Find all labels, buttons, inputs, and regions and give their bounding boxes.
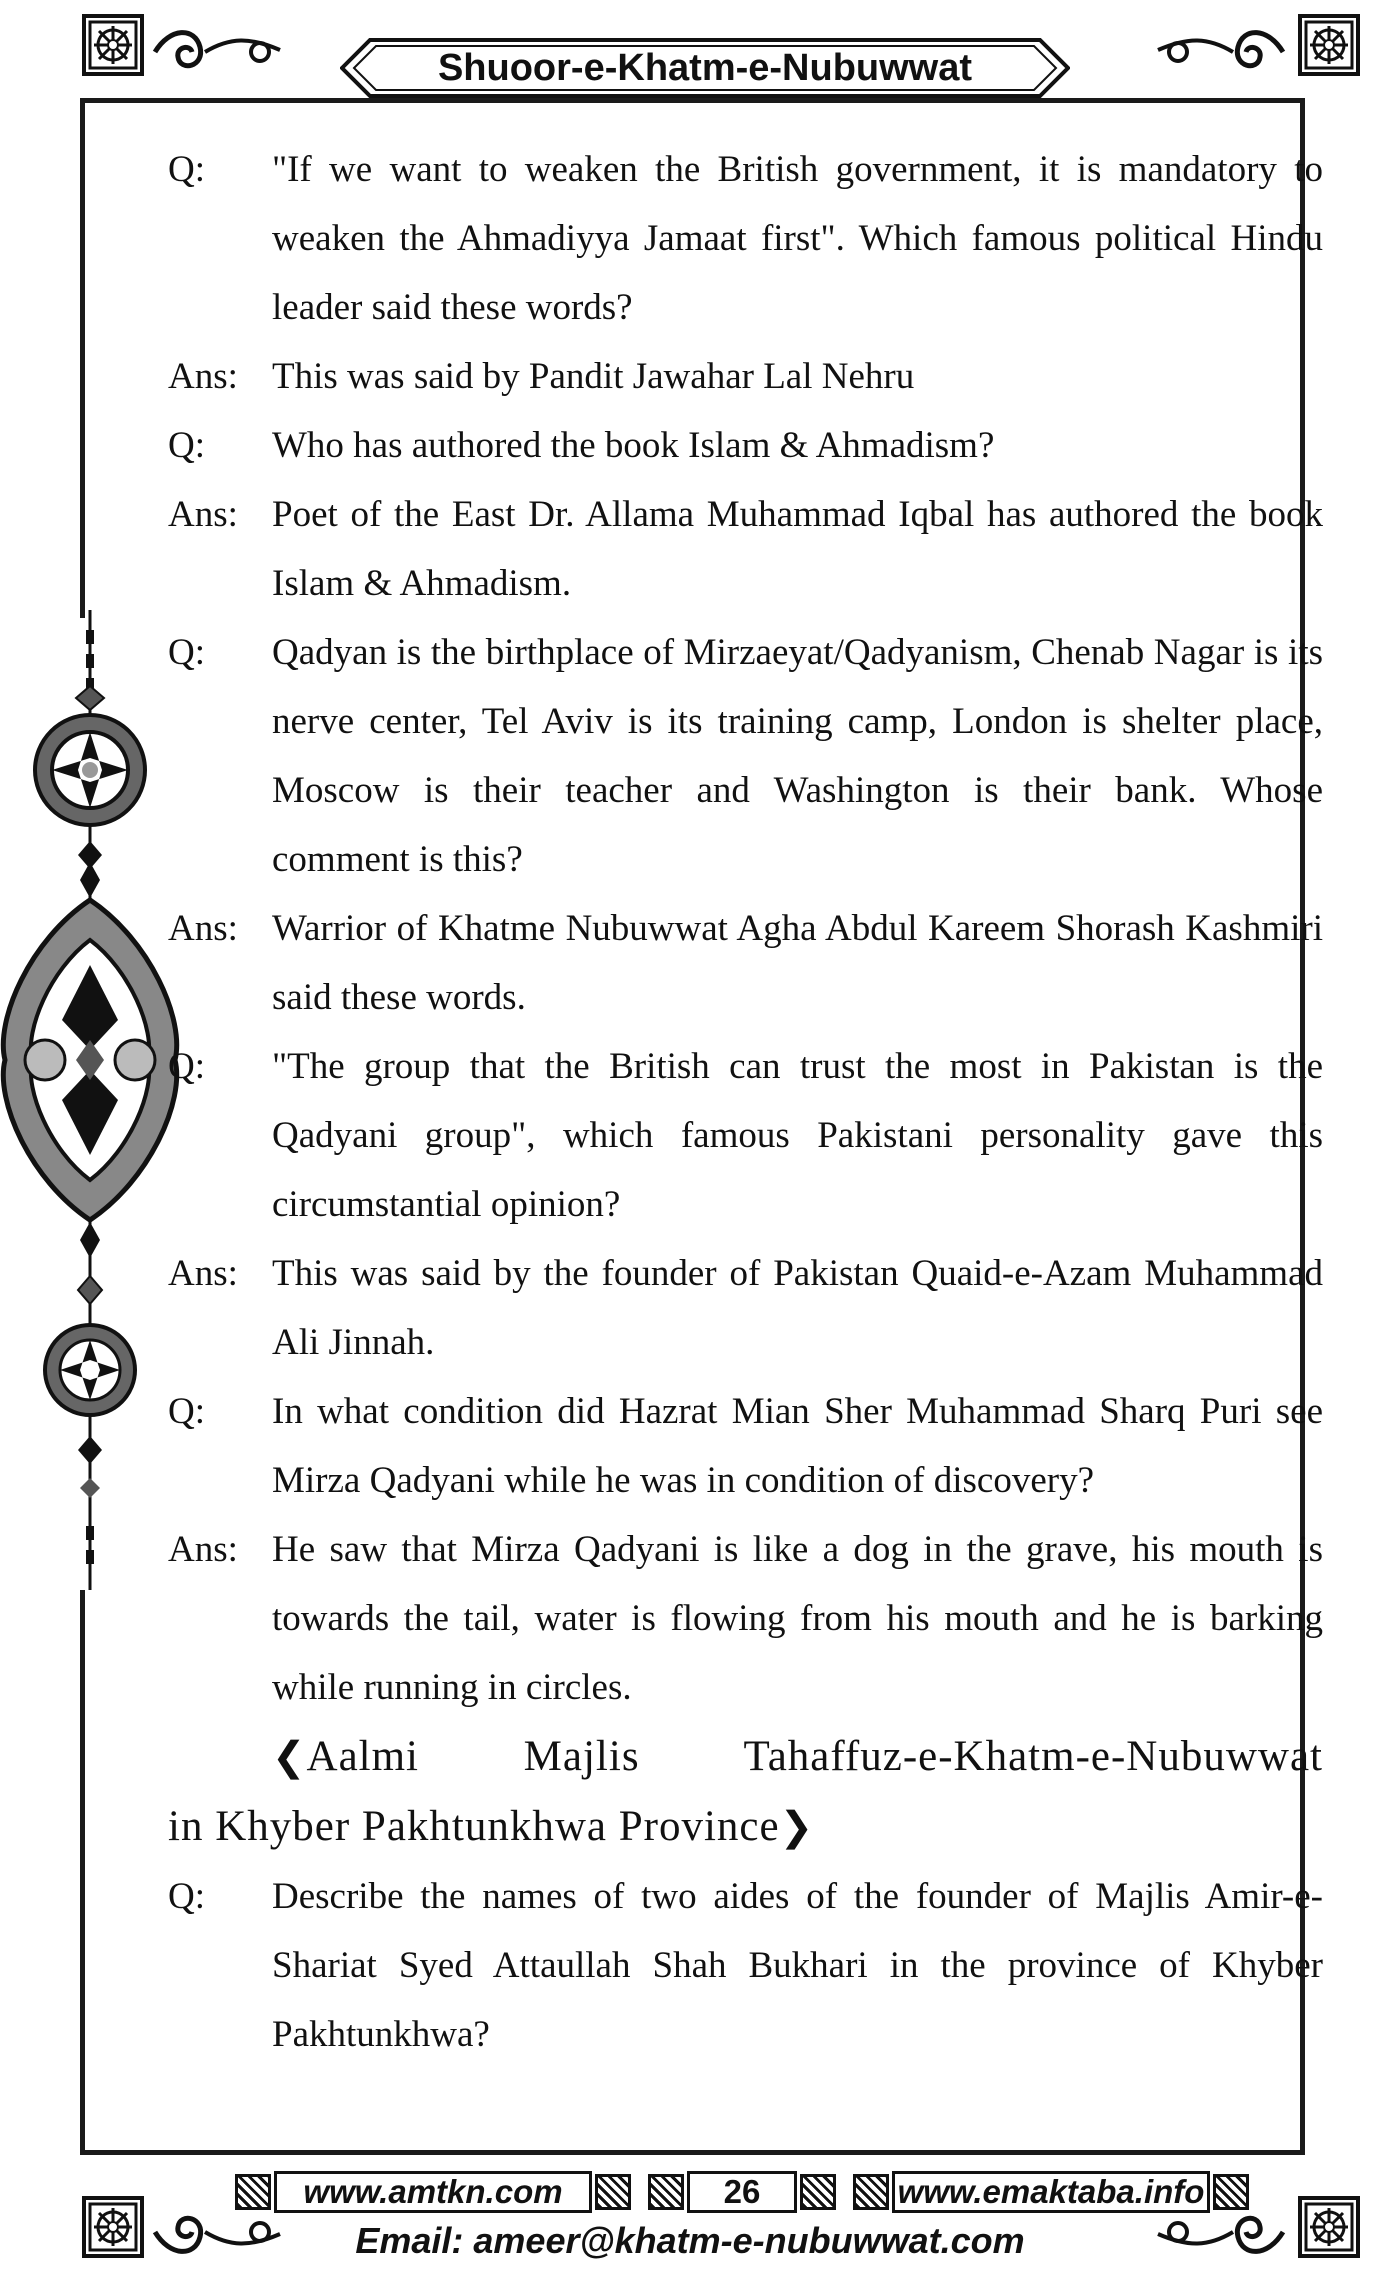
qa-text: "If we want to weaken the British government, it is mandatory to weaken the Ahmadiyya Jamaat first". Which famous political Hindu leader said these words?: [272, 149, 1323, 328]
qa-text: Poet of the East Dr. Allama Muhammad Iqbal has authored the book Islam & Ahmadism.: [272, 494, 1323, 604]
qa-text: Warrior of Khatme Nubuwwat Agha Abdul Kareem Shorash Kashmiri said these words.: [272, 908, 1323, 1018]
qa-label: Q:: [168, 1876, 205, 1917]
qa-text: In what condition did Hazrat Mian Sher Muhammad Sharq Puri see Mirza Qadyani while he was in condition of discovery?: [272, 1391, 1323, 1501]
qa-text: This was said by Pandit Jawahar Lal Nehru: [272, 356, 915, 397]
frame-left-line-lower: [80, 1590, 85, 2150]
question-5: [168, 1377, 1323, 1515]
page-number: 26: [687, 2171, 797, 2213]
knot-ornament-icon: [235, 2174, 271, 2210]
question-6: [168, 1862, 1323, 2069]
knot-ornament-icon: [595, 2174, 631, 2210]
side-ornament: [0, 610, 180, 1590]
knot-ornament-icon: [1213, 2174, 1249, 2210]
knot-ornament-icon: [648, 2174, 684, 2210]
knot-ornament-icon: [800, 2174, 836, 2210]
section-heading-line2: in Khyber Pakhtunkhwa Province: [168, 1803, 780, 1850]
website-left-link[interactable]: www.amtkn.com: [274, 2171, 592, 2213]
website-right-link[interactable]: www.emaktaba.info: [892, 2171, 1210, 2213]
corner-ornament-top-left: [82, 14, 144, 76]
corner-ornament-top-right: [1298, 14, 1360, 76]
qa-label: Ans:: [168, 494, 238, 535]
page-body: [168, 135, 1323, 2069]
knot-ornament-icon: [853, 2174, 889, 2210]
qa-text: He saw that Mirza Qadyani is like a dog in the grave, his mouth is towards the tail, water is flowing from his mouth and he is barking while running in circles.: [272, 1529, 1323, 1708]
answer-2: [168, 480, 1323, 618]
qa-label: Ans:: [168, 1529, 238, 1570]
qa-label: Ans:: [168, 908, 238, 949]
question-3: [168, 618, 1323, 894]
frame-left-line: [80, 98, 85, 618]
footer-row: [232, 2168, 1252, 2216]
answer-4: [168, 1239, 1323, 1377]
qa-text: This was said by the founder of Pakistan Quaid-e-Azam Muhammad Ali Jinnah.: [272, 1253, 1323, 1363]
scroll-flourish-top-right: [1148, 22, 1288, 82]
bracket-ornament-close-icon: ❯: [779, 1804, 815, 1849]
frame-bottom-line: [80, 2150, 1305, 2155]
answer-5: [168, 1515, 1323, 1722]
qa-label: Ans:: [168, 1253, 238, 1294]
answer-1: [168, 342, 1323, 411]
question-1: [168, 135, 1323, 342]
question-2: [168, 411, 1323, 480]
section-heading-line1: Aalmi Majlis Tahaffuz-e-Khatm-e-Nubuwwat: [306, 1733, 1323, 1780]
footer-email[interactable]: Email: ameer@khatm-e-nubuwwat.com: [355, 2220, 1025, 2261]
qa-label: Q:: [168, 1391, 205, 1432]
bracket-ornament-open-icon: ❮: [272, 1734, 307, 1779]
question-4: [168, 1032, 1323, 1239]
section-heading: [168, 1722, 1323, 1862]
qa-text: Qadyan is the birthplace of Mirzaeyat/Qadyanism, Chenab Nagar is its nerve center, Tel Aviv is its training camp, London is shelter place, Moscow is their teacher and Washington is their bank. Whose comment is this?: [272, 632, 1323, 880]
qa-label: Q:: [168, 425, 205, 466]
page-title: Shuoor-e-Khatm-e-Nubuwwat: [437, 46, 973, 89]
qa-label: Ans:: [168, 356, 238, 397]
header-banner: [340, 36, 1070, 100]
answer-3: [168, 894, 1323, 1032]
qa-text: Describe the names of two aides of the founder of Majlis Amir-e-Shariat Syed Attaullah Shah Bukhari in the province of Khyber Pakhtunkhwa?: [272, 1876, 1323, 2055]
qa-text: Who has authored the book Islam & Ahmadism?: [272, 425, 995, 466]
qa-label: Q:: [168, 1046, 205, 1087]
qa-label: Q:: [168, 149, 205, 190]
qa-label: Q:: [168, 632, 205, 673]
qa-text: "The group that the British can trust the most in Pakistan is the Qadyani group", which famous Pakistani personality gave this circumstantial opinion?: [272, 1046, 1323, 1225]
scroll-flourish-top-left: [150, 22, 290, 82]
